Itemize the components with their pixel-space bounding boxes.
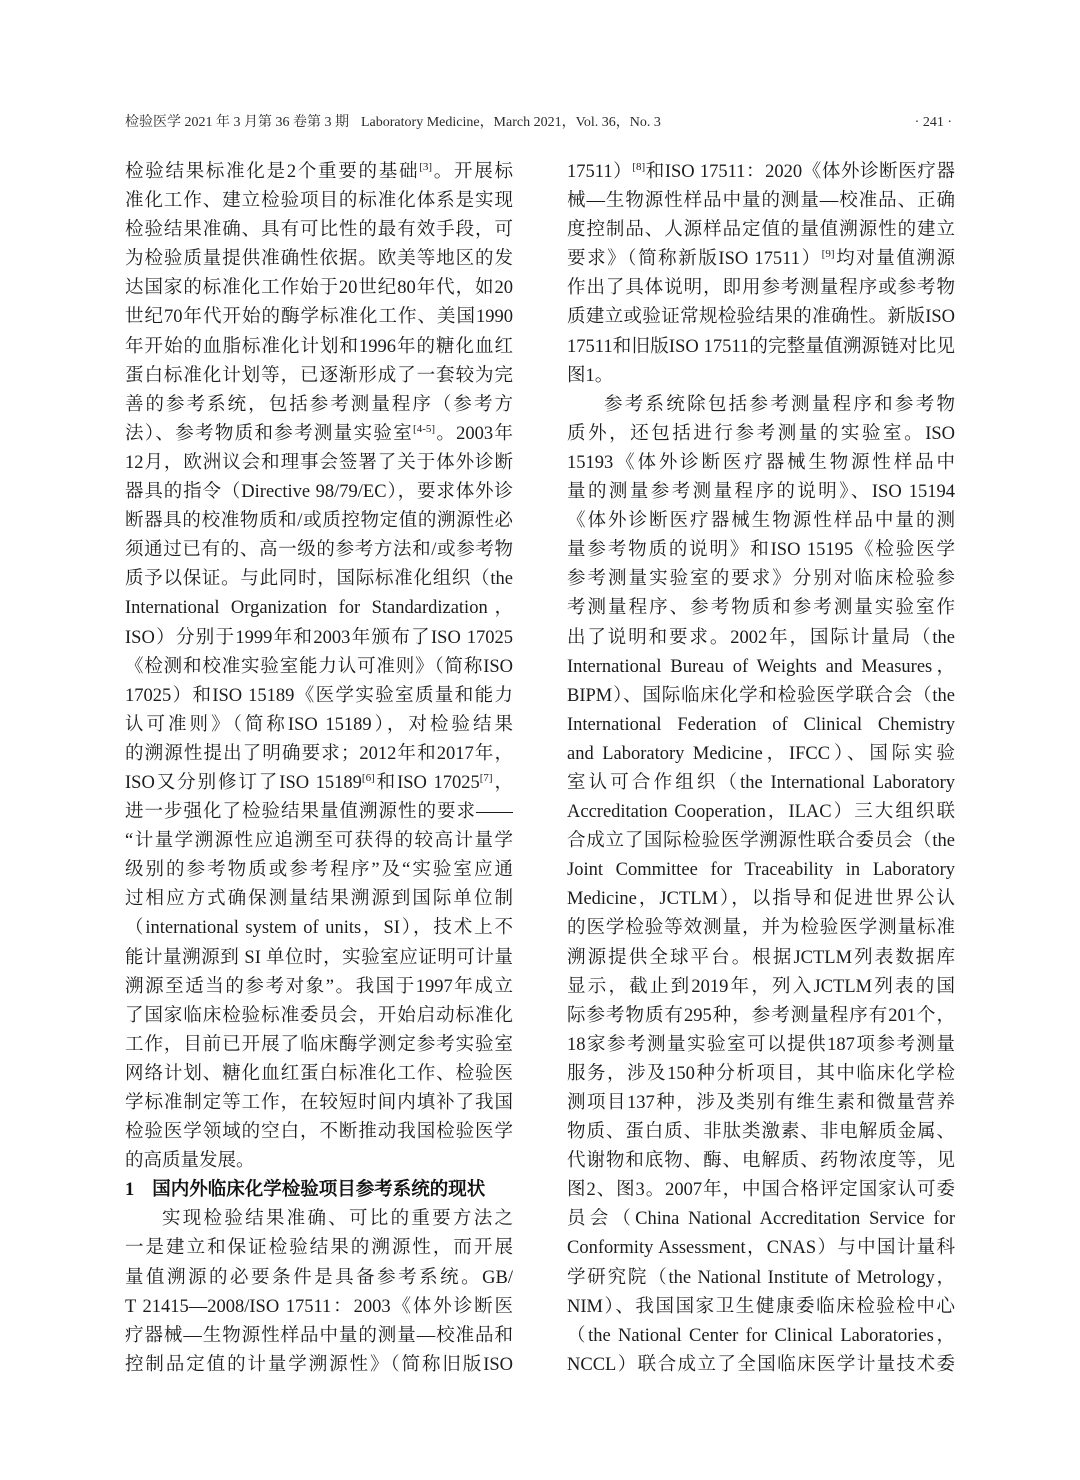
text-line: 际参考物质有295种，参考测量程序有201个， [567,1005,955,1026]
text-line: 达国家的标准化工作始于20世纪80年代，如20 [125,278,513,299]
text-line: 《检测和校准实验室能力认可准则》（简称ISO [125,656,513,677]
text-line: 须通过已有的、高一级的参考方法和/或参考物 [125,540,513,561]
text-line: 控制品定值的计量学溯源性》（简称旧版ISO [125,1354,513,1375]
text-line: 能计量溯源到 SI 单位时，实验室应证明可计量 [125,947,513,968]
text-line: 度控制品、人源样品定值的量值溯源性的建立 [567,220,955,241]
text-line: 的医学检验等效测量，并为检验医学测量标准 [567,918,955,939]
journal-info-english: Laboratory Medicine，March 2021，Vol. 36，No. 3 [361,115,661,130]
text-line: 年开始的血脂标准化计划和1996年的糖化血红 [125,336,513,357]
text-line: 参考系统除包括参考测量程序和参考物 [604,394,955,415]
text-line: 出了说明和要求。2002年，国际计量局（the [567,627,955,648]
text-line: 疗器械—生物源性样品中量的测量—校准品和 [125,1325,513,1346]
journal-info [125,113,661,133]
text-line: 过相应方式确保测量结果溯源到国际单位制 [125,889,513,910]
text-line: 12月，欧洲议会和理事会签署了关于体外诊断 [125,452,513,473]
text-line: 学研究院（the National Institute of Metrology， [567,1267,955,1288]
section-number: 1 [125,1180,135,1201]
journal-info-chinese: 检验医学 2021 年 3 月第 36 卷第 3 期 [125,115,349,130]
text-line: 作出了具体说明，即用参考测量程序或参考物 [567,278,955,299]
text-line: 溯源至适当的参考对象”。我国于1997年成立 [125,976,513,997]
text-line: NIM）、我国国家卫生健康委临床检验检中心 [567,1296,955,1317]
text-line: 服务，涉及150种分析项目，其中临床化学检 [567,1063,955,1084]
text-line: 法）、参考物质和参考测量实验室[4-5]。2003年 [125,422,513,444]
text-line: 测项目137种，涉及类别有维生素和微量营养 [567,1093,955,1113]
text-line: 质外，还包括进行参考测量的实验室。ISO [567,423,955,444]
section-title: 国内外临床化学检验项目参考系统的现状 [152,1180,486,1201]
text-line: 量参考物质的说明》和ISO 15195《检验医学 [567,540,955,561]
text-line: 18家参考测量实验室可以提供187项参考测量 [567,1034,955,1055]
text-line: 参考测量实验室的要求》分别对临床检验参 [567,569,955,590]
text-line: NCCL）联合成立了全国临床医学计量技术委 [567,1354,955,1375]
text-line: 工作，目前已开展了临床酶学测定参考实验室 [125,1034,513,1055]
section-heading [125,1176,513,1205]
text-line: 量的测量参考测量程序的说明》、ISO 15194 [567,482,955,503]
text-line: 实现检验结果准确、可比的重要方法之 [162,1209,513,1230]
left-column [125,158,513,1380]
text-line: 认可准则》（简称ISO 15189），对检验结果 [125,714,513,735]
citation-superscript: [3] [419,161,433,173]
text-line: 器具的指令（Directive 98/79/EC），要求体外诊 [125,482,513,503]
text-line: 质予以保证。与此同时，国际标准化组织（the [125,569,513,590]
text-line: 质建立或验证常规检验结果的准确性。新版ISO [567,307,955,328]
text-line: ISO又分别修订了ISO 15189[6]和ISO 17025[7]， [125,771,513,793]
text-line: 断器具的校准物质和/或质控物定值的溯源性必 [125,511,513,532]
text-line: Conformity Assessment，CNAS）与中国计量科 [567,1238,955,1259]
text-line: 图1。 [567,365,614,386]
text-line: 要求》（简称新版ISO 17511）[9]均对量值溯源 [567,248,955,270]
text-line: 准化工作、建立检验项目的标准化体系是实现 [125,191,513,212]
paragraph [567,158,955,391]
text-line: 物质、蛋白质、非肽类激素、非电解质金属、 [567,1122,955,1143]
text-line: International Federation of Clinical Chemistry [567,714,955,735]
text-line: and Laboratory Medicine，IFCC）、国际实验 [567,743,955,764]
text-line: 检验结果准确、具有可比性的最有效手段，可 [125,220,513,241]
page-number: · 241 · [914,115,952,130]
text-line: 蛋白标准化计划等，已逐渐形成了一套较为完 [125,365,513,386]
text-line: Joint Committee for Traceability in Laboratory [567,860,955,881]
right-column [567,158,955,1380]
text-line: 善的参考系统，包括参考测量程序（参考方 [125,394,513,415]
text-line: 网络计划、糖化血红蛋白标准化工作、检验医 [125,1063,513,1084]
citation-superscript: [6] [361,771,375,784]
text-line: International Organization for Standardization， [125,598,513,619]
text-line: 检验医学领域的空白，不断推动我国检验医学 [125,1122,513,1143]
citation-superscript: [9] [821,248,835,261]
text-line: 《体外诊断医疗器械生物源性样品中量的测 [567,511,955,532]
text-line: 量值溯源的必要条件是具备参考系统。GB/ [125,1267,513,1288]
text-line: ISO）分别于1999年和2003年颁布了ISO 17025 [125,627,513,648]
text-line: 考测量程序、参考物质和参考测量实验室作 [567,598,955,619]
text-line: T 21415—2008/ISO 17511：2003《体外诊断医 [125,1296,513,1317]
text-line: 了国家临床检验标准委员会，开始启动标准化 [125,1005,513,1026]
text-line: 为检验质量提供准确性依据。欧美等地区的发 [125,249,513,270]
text-line: 世纪70年代开始的酶学标准化工作、美国1990 [125,307,513,328]
text-line: Medicine，JCTLM），以指导和促进世界公认 [567,889,955,910]
text-line: 的高质量发展。 [125,1151,255,1172]
text-line: 的溯源性提出了明确要求；2012年和2017年， [125,743,513,764]
text-line: 17025）和ISO 15189《医学实验室质量和能力 [125,685,513,706]
paragraph [125,1205,513,1380]
text-line: International Bureau of Weights and Measures， [567,656,955,677]
text-line: 15193《体外诊断医疗器械生物源性样品中 [567,452,955,473]
text-line: （international system of units，SI），技术上不 [125,918,513,939]
text-line: 17511）[8]和ISO 17511：2020《体外诊断医疗器 [567,161,955,182]
text-line: （the National Center for Clinical Laboratories， [567,1325,955,1346]
text-line: “计量学溯源性应追溯至可获得的较高计量学 [125,831,513,852]
text-line: 显示，截止到2019年，列入JCTLM列表的国 [567,976,955,997]
text-line: 溯源提供全球平台。根据JCTLM列表数据库 [567,947,955,968]
text-line: 室认可合作组织（the International Laboratory [567,772,955,793]
text-line: 图2、图3。2007年，中国合格评定国家认可委 [567,1180,955,1201]
citation-superscript: [7] [479,771,493,784]
text-line: 17511和旧版ISO 17511的完整量值溯源链对比见 [567,336,955,357]
text-line: 学标准制定等工作，在较短时间内填补了我国 [125,1093,513,1113]
citation-superscript: [4-5] [413,422,436,435]
text-line: 械—生物源性样品中量的测量—校准品、正确 [567,191,955,212]
text-line: Accreditation Cooperation，ILAC）三大组织联 [567,802,955,823]
text-line: 员会（China National Accreditation Service for [567,1209,955,1230]
citation-superscript: [8] [632,161,646,173]
text-line: 进一步强化了检验结果量值溯源性的要求—— [125,802,513,823]
text-line: 代谢物和底物、酶、电解质、药物浓度等，见 [567,1151,955,1172]
text-line: 一是建立和保证检验结果的溯源性，而开展 [125,1238,513,1259]
text-line: 级别的参考物质或参考程序”及“实验室应通 [125,860,513,881]
paragraph [567,391,955,1380]
text-line: BIPM）、国际临床化学和检验医学联合会（the [567,685,955,706]
running-header [125,113,955,133]
text-line: 合成立了国际检验医学溯源性联合委员会（the [567,831,955,852]
text-line: 检验结果标准化是2个重要的基础[3]。开展标 [125,161,513,182]
paragraph [125,158,513,1176]
